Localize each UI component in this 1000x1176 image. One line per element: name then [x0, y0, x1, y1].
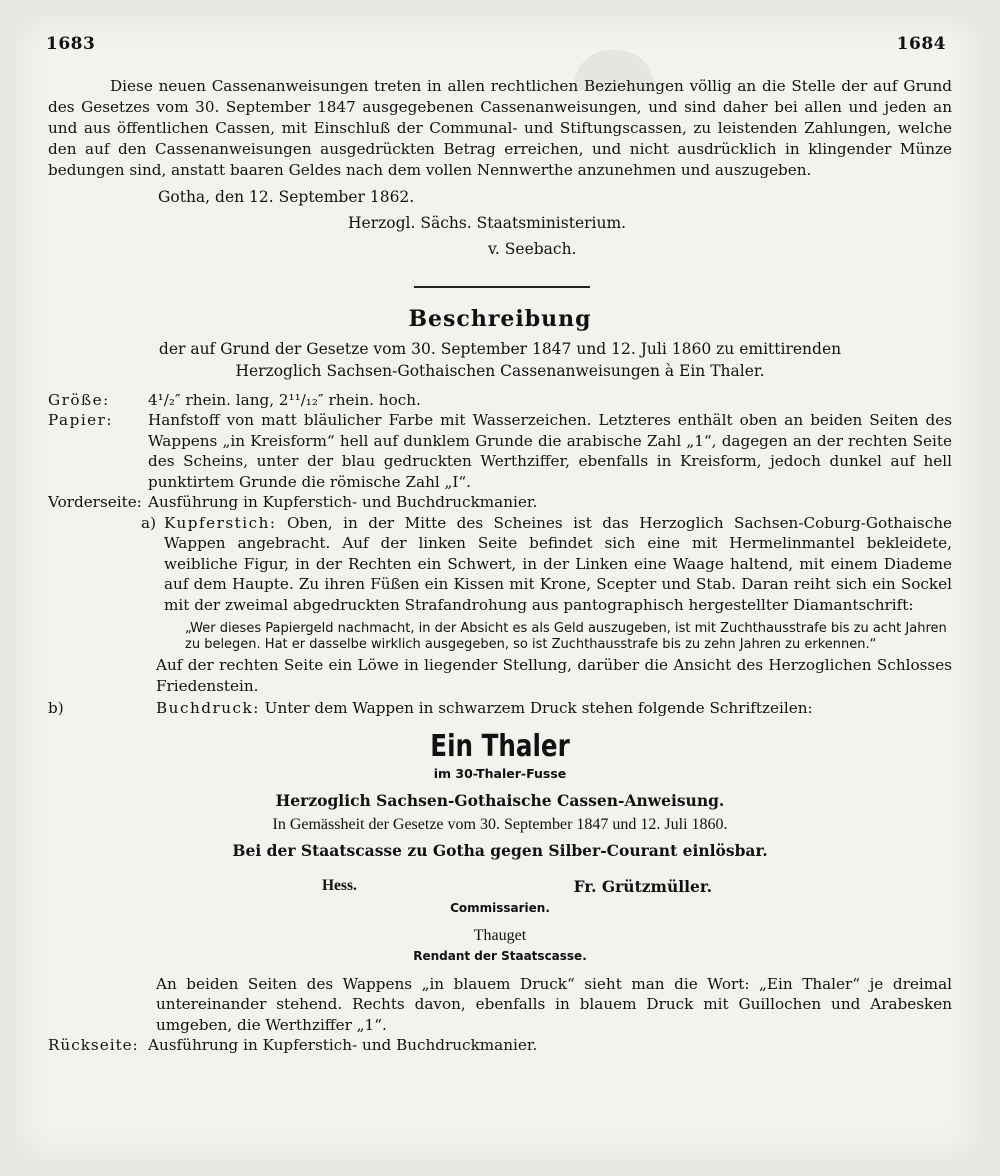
front-label: Vorderseite:: [48, 493, 142, 511]
size-value: 4¹/₂″ rhein. lang, 2¹¹/₁₂″ rhein. hoch.: [148, 390, 421, 409]
front-value: Ausführung in Kupferstich- und Buchdruckmanier.: [148, 493, 538, 511]
front-row: [48, 492, 952, 513]
item-b-label: b): [48, 699, 64, 717]
separator-rule: [414, 286, 590, 288]
rendant-name: Thauget: [473, 926, 527, 944]
note-redeem: Bei der Staatscasse zu Gotha gegen Silber-Courant einlösbar.: [232, 840, 768, 860]
penalty-quote: „Wer dieses Papiergeld nachmacht, in der Absicht es als Geld auszugeben, ist mit Zuchthausstrafe bis zu acht Jahren zu belegen. Hat er dasselbe wirklich ausgegeben, so ist Zuchthausstrafe bis zu zehn Jahren zu erkennen.“: [185, 621, 947, 652]
item-a-label: a): [141, 513, 156, 532]
back-row: [48, 1035, 952, 1056]
document-page: [14, 14, 982, 1162]
item-a-title: Kupferstich:: [164, 513, 277, 532]
section-subtitle-line2: Herzoglich Sachsen-Gothaischen Cassenanweisungen à Ein Thaler.: [235, 361, 765, 380]
ministry-line: Herzogl. Sächs. Staatsministerium.: [348, 214, 627, 232]
commissioners-label: Commissarien.: [450, 900, 550, 915]
place-date: Gotha, den 12. September 1862.: [158, 188, 415, 206]
paper-label: Papier:: [48, 411, 114, 429]
section-subtitle-line1: der auf Grund der Gesetze vom 30. September 1847 und 12. Juli 1860 zu emittirenden: [158, 339, 842, 358]
size-row: [48, 390, 952, 411]
paper-row: [48, 410, 952, 492]
page-content: [48, 76, 952, 1056]
item-b-text: Unter dem Wappen in schwarzem Druck stehen folgende Schriftzeilen:: [264, 699, 813, 717]
item-b: [48, 698, 952, 719]
commissioner-1: Hess.: [322, 876, 357, 894]
item-b-title: Buchdruck:: [156, 699, 260, 717]
note-law: In Gemässheit der Gesetze vom 30. September 1847 und 12. Juli 1860.: [272, 815, 728, 833]
closing-text: An beiden Seiten des Wappens „in blauem Druck“ sieht man die Wort: „Ein Thaler“ je dreimal untereinander stehend. Rechts davon, ebenfalls in blauem Druck mit Guillochen und Arabesken umgeben, die Werthziffer „1“.: [156, 974, 952, 1034]
intro-paragraph: Diese neuen Cassenanweisungen treten in allen rechtlichen Beziehungen völlig an die Stelle der auf Grund des Gesetzes vom 30. September 1847 ausgegebenen Cassenanweisungen, und sind daher bei allen und jeden an und aus öffentlichen Cassen, mit Einschluß der Communal- und Stiftungscassen, zu leistenden Zahlungen, welche den auf den Cassenanweisungen ausgedrückten Betrag erreichen, und nicht ausdrücklich in klingender Münze bedungen sind, anstatt baaren Geldes nach dem vollen Nennwerthe anzunehmen und auszugeben.: [48, 77, 952, 179]
back-label: Rückseite:: [48, 1036, 139, 1054]
item-a-right-side: Auf der rechten Seite ein Löwe in liegender Stellung, darüber die Ansicht des Herzoglichen Schlosses Friedenstein.: [156, 656, 952, 695]
note-issuer: Herzoglich Sachsen-Gothaische Cassen-Anweisung.: [275, 790, 725, 810]
item-a-text: Oben, in der Mitte des Scheines ist das Herzoglich Sachsen-Coburg-Gothaische Wappen angebracht. Auf der linken Seite befindet sich eine mit Hermelinmantel bekleidete, weibliche Figur, in der Rechten ein Schwert, in der Linken eine Waage haltend, mit einem Diademe auf dem Haupte. Zu ihren Füßen ein Kissen mit Krone, Scepter und Stab. Daran reiht sich ein Sockel mit der zweimal abgedruckten Strafandrohung aus pantographisch hergestellter Diamantschrift:: [164, 513, 952, 614]
commissioner-2: Fr. Grützmüller.: [573, 876, 712, 896]
commissioner-signatures: [322, 877, 712, 896]
note-value: Ein Thaler: [430, 728, 570, 764]
section-title: Beschreibung: [408, 305, 592, 332]
signer-name: v. Seebach.: [488, 240, 577, 258]
back-value: Ausführung in Kupferstich- und Buchdruckmanier.: [148, 1036, 538, 1054]
rendant-label: Rendant der Staatscasse.: [413, 948, 587, 963]
page-number-right: 1684: [896, 34, 946, 54]
paper-value: Hanfstoff von matt bläulicher Farbe mit Wasserzeichen. Letzteres enthält oben an beiden Seiten des Wappens „in Kreisform“ hell auf dunklem Grunde die arabische Zahl „1“, dagegen an der rechten Seite des Scheins, unter der blau gedruckten Werthziffer, ebenfalls in Kreisform, jedoch dunkel auf hell punktirtem Grunde die römische Zahl „I“.: [148, 411, 952, 491]
size-label: Größe:: [48, 390, 110, 409]
item-a: [48, 513, 952, 616]
page-number-left: 1683: [46, 34, 96, 54]
note-standard: im 30-Thaler-Fusse: [433, 765, 567, 781]
